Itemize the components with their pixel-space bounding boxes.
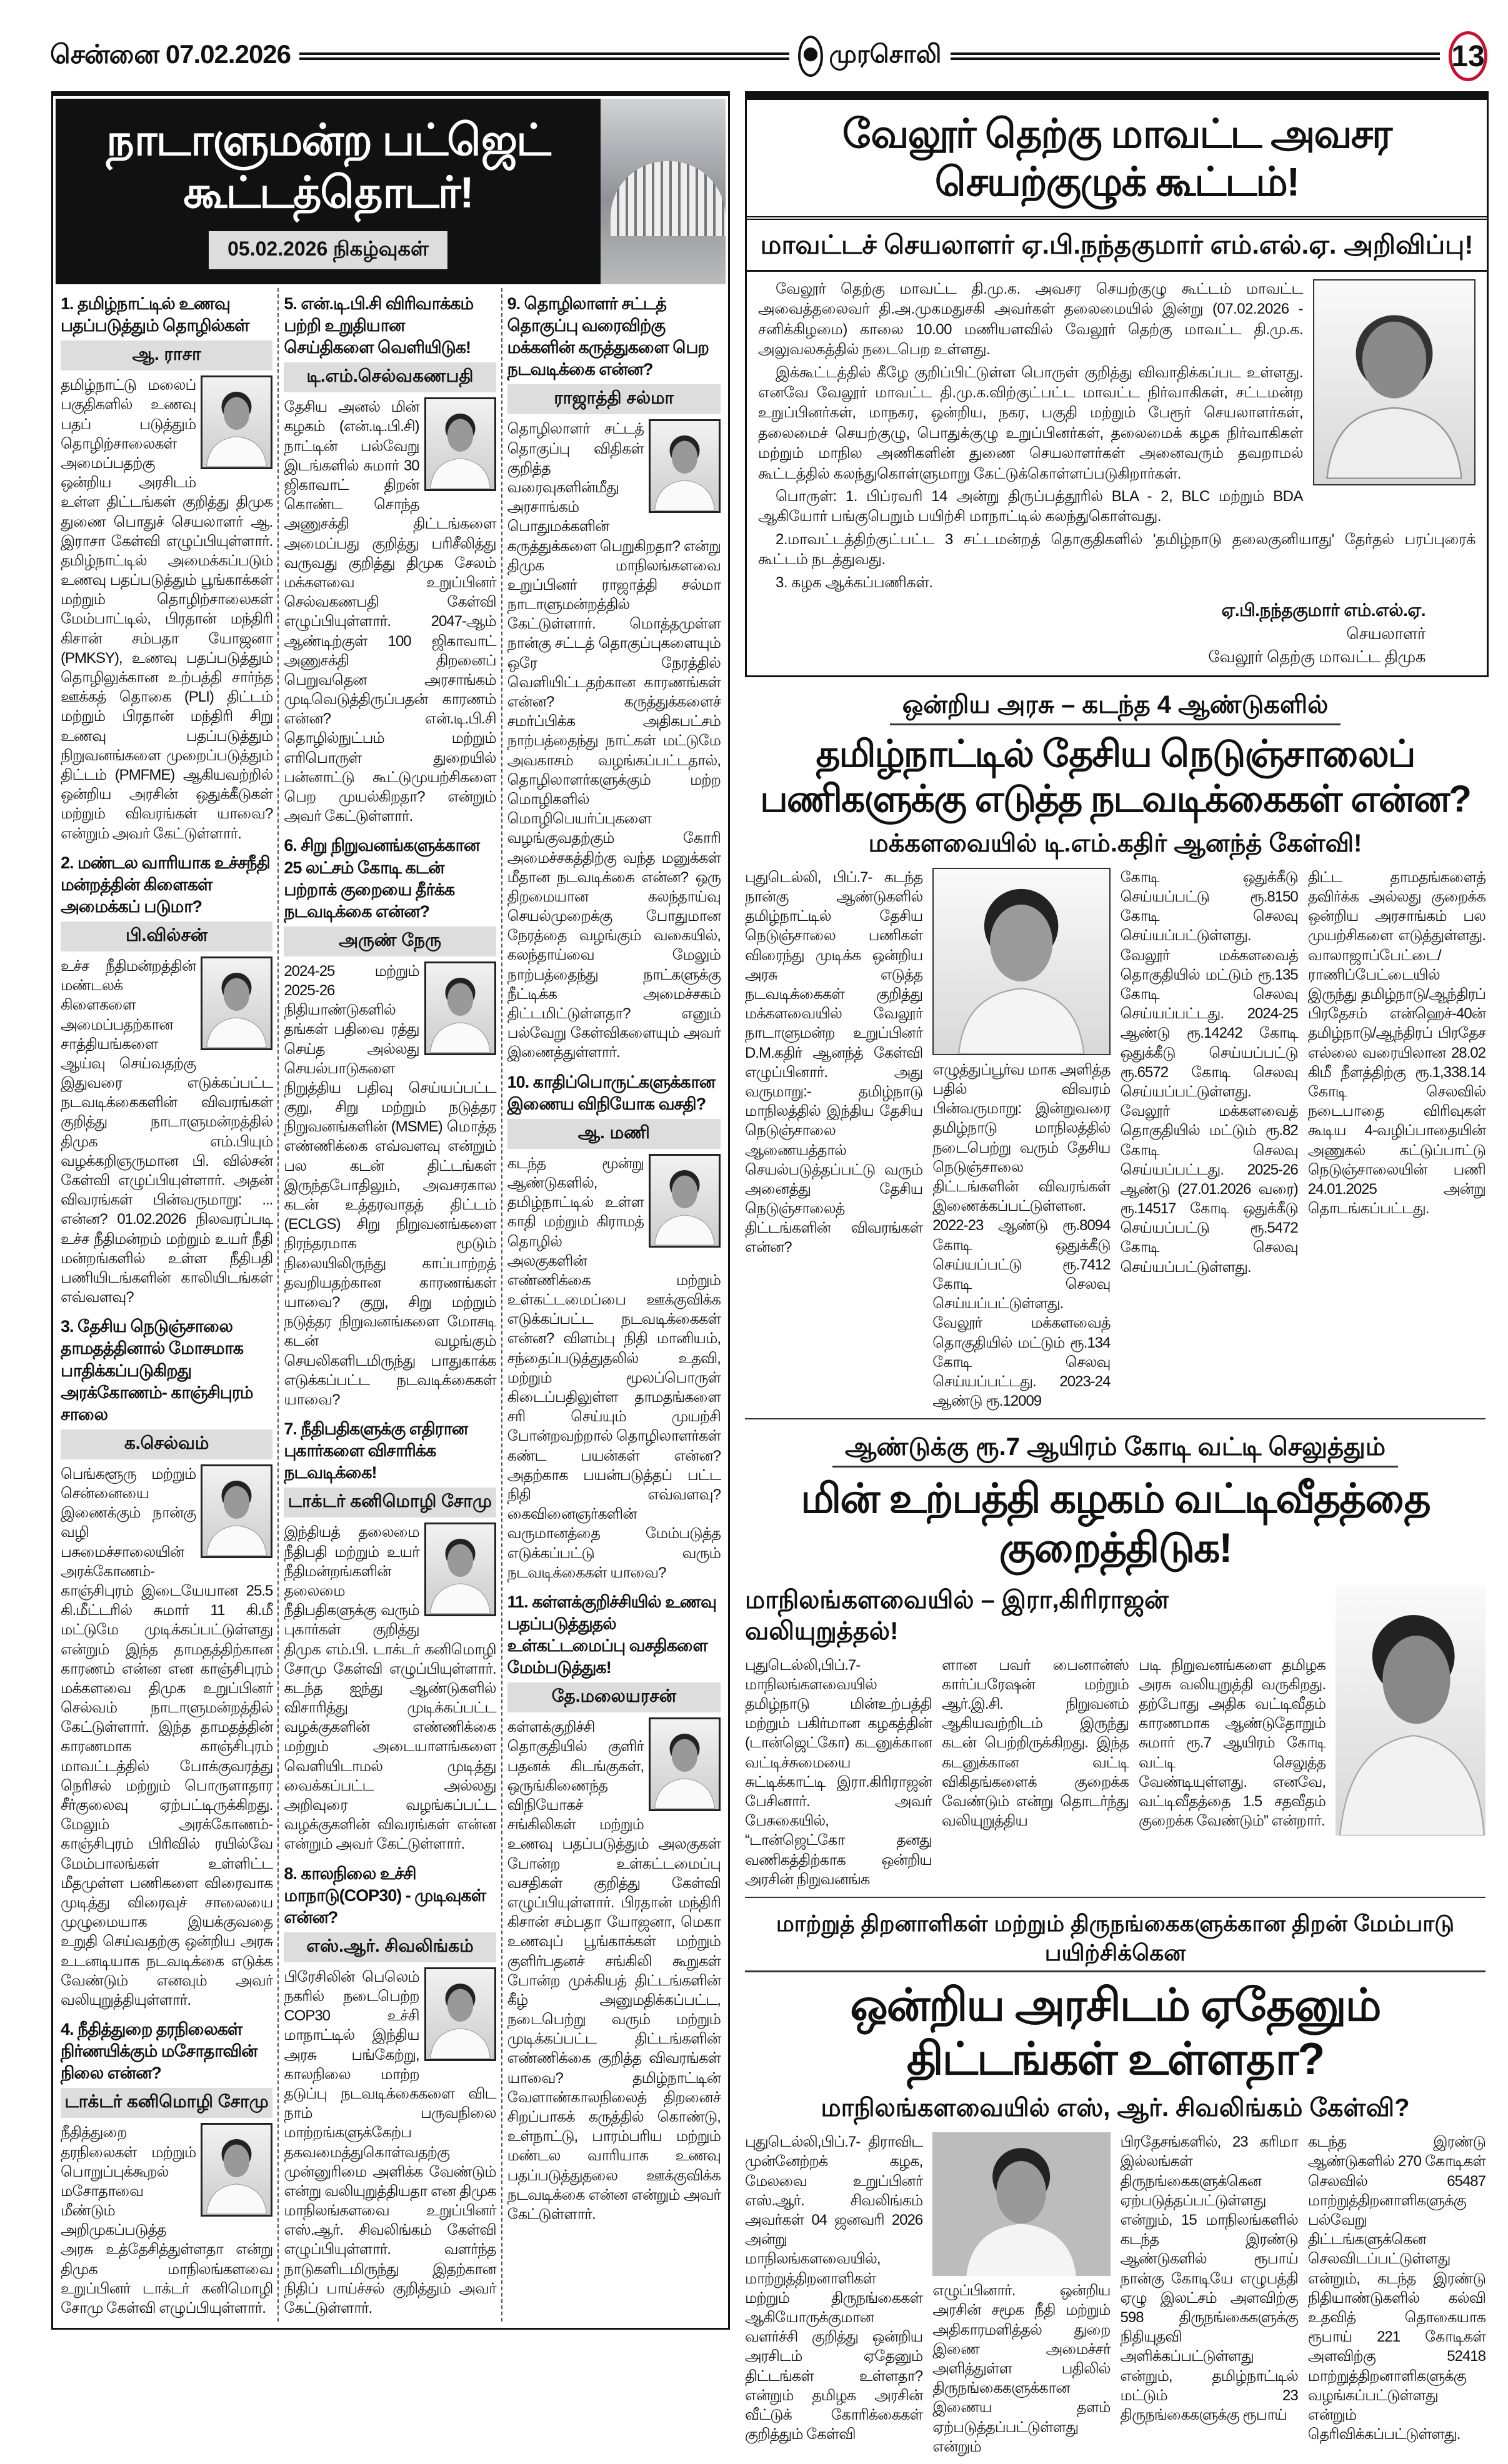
question-item xyxy=(61,1316,272,2014)
member-name: க.செல்வம் xyxy=(61,1429,272,1459)
question-heading: 6. சிறு நிறுவனங்களுக்கான 25 லட்சம் கோடி கடன் பற்றாக் குறையை தீர்க்க நடவடிக்கை என்ன? xyxy=(284,836,480,921)
body-column: திட்ட தாமதங்களைத் தவிர்க்க அல்லது குறைக்க ஒன்றிய அரசாங்கம் பல முயற்சிகளை எடுத்துள்ளது. வாலாஜாப்பேட்டை/ ராணிப்பேட்டையில் இருந்து தமிழ்நாடு/ஆந்திரப் பிரதேசம் என்ஹெச்-40ன் தமிழ்நாடு/ஆந்திரப் பிரதேச எல்லை வரையிலான 28.02 கிமீ நீளத்திற்கு ரூ.1,338.14 கோடி செலவில் நடைபாதை விரிவுகள் கூடிய 4-வழிப்பாதையின் அணுகல் கட்டுப்பாட்டு நெடுஞ்சாலையின் பணி 24.01.2025 அன்று தொடங்கப்பட்டது. xyxy=(1307,868,1486,1218)
question-item xyxy=(507,293,721,1066)
disability-training-story xyxy=(745,1909,1486,2464)
signature-name: ஏ.பி.நந்தகுமார் எம்.எல்.ஏ. xyxy=(1221,600,1426,620)
question-heading: 5. என்.டி.பி.சி விரிவாக்கம் பற்றி உறுதியான செய்திகளை வெளியிடுக! xyxy=(284,294,474,357)
member-name: பி.வில்சன் xyxy=(61,922,272,951)
question-body: கள்ளக்குறிச்சி தொகுதியில் குளிர் பதனக் கிடங்குகள், ஒருங்கிணைந்த விநியோகச் சங்கிலிகள் மற்றும் உணவு பதப்படுத்தும் அலகுகள் போன்ற உள்கட்டமைப்பு வசதிகள் குறித்து கேள்வி எழுப்பியுள்ளார். பிரதான் மந்திரி கிசான் சம்பதா யோஜனா, மெகா உணவுப் பூங்காக்கள் மற்றும் குளிர்பதனச் சங்கிலி கூறுகள் போன்ற முக்கியத் திட்டங்களின் கீழ் அனுமதிக்கப்பட்ட, நடைபெற்று வரும் மற்றும் முடிக்கப்பட்ட திட்டங்களின் எண்ணிக்கை குறித்த விவரங்கள் யாவை? தமிழ்நாட்டின் வேளாண்காலநிலைத் திறனைச் சிறப்பாகக் கருத்தில் கொண்டு, உள்நாட்டு, பாரம்பரிய மற்றும் மண்டல வாரியாக உணவு பதப்படுத்துதலை ஊக்குவிக்க நடவடிக்கை என்ன என்றும் அவர் கேட்டுள்ளார். xyxy=(507,1719,721,2223)
notice-body xyxy=(747,272,1487,675)
section-title: நாடாளுமன்ற பட்ஜெட் கூட்டத்தொடர்! xyxy=(106,116,550,217)
body-text: எழுப்பினார். ஒன்றிய அரசின் சமூக நீதி மற்றும் அதிகாரமளித்தல் துறை இணை அமைச்சர் அளித்துள்ள பதிலில் திருநங்கைகளுக்கான இணைய தளம் ஏற்படுத்தப்பட்டுள்ளது என்றும் xyxy=(932,2282,1111,2455)
story-body-wrap xyxy=(745,1579,1486,1889)
story-kicker xyxy=(745,1431,1486,1468)
question-item xyxy=(61,293,272,847)
member-photo xyxy=(424,397,496,491)
power-story xyxy=(745,1431,1486,1898)
notice-subtitle: மாவட்டச் செயலாளர் ஏ.பி.நந்தகுமார் எம்.எல்.ஏ. அறிவிப்பு! xyxy=(747,220,1487,272)
question-item xyxy=(284,1418,496,1857)
member-name: தே.மலையரசன் xyxy=(507,1682,721,1712)
member-photo xyxy=(201,956,272,1050)
highway-story xyxy=(745,688,1486,1419)
question-body: தேசிய அனல் மின் கழகம் (என்.டி.பி.சி) நாட்டின் பல்வேறு இடங்களில் சுமார் 30 ஜிகாவாட் திறன் கொண்ட சொந்த அணுசக்தி திட்டங்களை அமைப்பது குறித்து பரிசீலித்து வருவது குறித்து திமுக சேலம் மக்களவை உறுப்பினர் செல்வகணபதி கேள்வி எழுப்பியுள்ளார். 2047-ஆம் ஆண்டிற்குள் 100 ஜிகாவாட் அணுசக்தி திறனைப் பெறுவதென அரசாங்கம் முடிவெடுத்திருப்பதன் காரணம் என்ன? என்.டி.பி.சி தொழில்நுட்பம் மற்றும் எரிபொருள் துறையில் பன்னாட்டு கூட்டுமுயற்சிகளை பெற முயல்கிறதா? என்றும் அவர் கேட்டுள்ளார். xyxy=(284,399,496,825)
story-headline: ஒன்றிய அரசிடம் ஏதேனும் திட்டங்கள் உள்ளதா? xyxy=(850,1980,1381,2084)
notice-box xyxy=(745,91,1489,677)
member-photo xyxy=(424,961,496,1055)
body-column: ளான பவர் பைனான்ஸ் கார்ப்பரேஷன் மற்றும் ஆர்.இ.சி. நிறுவனம் ஆகியவற்றிடம் இருந்து கடன் பெற்றிருக்கிறது. இந்த கடனுக்கான வட்டி விகிதங்களைக் குறைக்க வேண்டும் என்று தொடர்ந்து வலியுறுத்திய xyxy=(942,1656,1129,1830)
member-name: ராஜாத்தி சல்மா xyxy=(507,384,721,414)
body-column: படி நிறுவனங்களை தமிழக அரசு வலியுறுத்தி வருகிறது. தற்போது அதிக வட்டிவீதம் காரணமாக ஆண்டுதோறும் சுமார் ரூ.7 ஆயிரம் கோடி வட்டி செலுத்த வேண்டியுள்ளது. எனவே, வட்டிவீதத்தை 1.5 சதவீதம் குறைக்க வேண்டும்” என்றார். xyxy=(1139,1656,1326,1830)
body-text: எழுத்துப்பூர்வ மாக அளித்த பதில் விவரம் பின்வருமாறு: இன்றுவரை தமிழ்நாடு மாநிலத்தில் நடைபெற்று வரும் தேசிய நெடுஞ்சாலை திட்டங்களின் விவரங்கள் இணைக்கப்பட்டுள்ளன. 2022-23 ஆண்டு ரூ.8094 கோடி ஒதுக்கீடு செய்யப்பட்டு ரூ.7412 கோடி செலவு செய்யப்பட்டுள்ளது. வேலூர் மக்களவைத் தொகுதியில் மட்டும் ரூ.134 கோடி செலவு செய்யப்பட்டது. 2023-24 ஆண்டு ரூ.12009 xyxy=(932,1061,1111,1410)
body-column xyxy=(932,2132,1110,2457)
member-name: ஆ. மணி xyxy=(507,1119,721,1149)
date-line: சென்னை 07.02.2026 xyxy=(50,39,291,69)
kathir-anand-photo xyxy=(932,868,1110,1055)
nandakumar-photo xyxy=(1313,279,1476,485)
question-column xyxy=(502,288,726,2322)
paper-name: முரசொலி xyxy=(829,41,942,68)
question-body: நீதித்துறை தரநிலைகள் மற்றும் பொறுப்புக்கூறல் மசோதாவை மீண்டும் அறிமுகப்படுத்த அரசு உத்தேசித்துள்ளதா என்று திமுக மாநிலங்களவை உறுப்பினர் டாக்டர் கனிமொழி சோமு கேள்வி எழுப்பியுள்ளார். xyxy=(61,2124,273,2317)
question-item xyxy=(284,293,496,830)
member-photo xyxy=(201,2123,272,2217)
giriraajan-photo xyxy=(1336,1586,1486,1836)
question-body: இந்தியத் தலைமை நீதிபதி மற்றும் உயர் நீதிமன்றங்களின் தலைமை நீதிபதிகளுக்கு வரும் புகார்கள் குறித்து திமுக எம்.பி. டாக்டர் கனிமொழி சோமு கேள்வி எழுப்பியுள்ளார். கடந்த ஐந்து ஆண்டுகளில் விசாரித்து முடிக்கப்பட்ட வழக்குகளின் எண்ணிக்கை மற்றும் அடையாளங்களை வெளியிடாமல் முடித்து வைக்கப்பட்ட அல்லது அறிவுரை வழங்கப்பட்ட வழக்குகளின் விவரங்கள் என்ன என்றும் அவர் கேட்டுள்ளார். xyxy=(284,1524,496,1853)
section-banner xyxy=(56,99,726,284)
question-item xyxy=(507,1591,721,2228)
body-column: புதுடெல்லி, பிப்.7- கடந்த நான்கு ஆண்டுகளில் தமிழ்நாட்டில் தேசிய நெடுஞ்சாலை பணிகள் விரைந்து முடிக்க ஒன்றிய அரசு எடுத்த நடவடிக்கைகள் குறித்து மக்களவையில் வேலூர் நாடாளுமன்ற உறுப்பினர் D.M.கதிர் ஆனந்த் கேள்வி எழுப்பினார். அது வருமாறு:- தமிழ்நாடு மாநிலத்தில் இந்திய தேசிய நெடுஞ்சாலை ஆணையத்தால் செயல்படுத்தப்பட்டு வரும் அனைத்து தேசிய நெடுஞ்சாலைத் திட்டங்களின் விவரங்கள் என்ன? xyxy=(745,868,923,1256)
question-item xyxy=(284,835,496,1413)
question-heading: 10. காதிப்பொருட்களுக்கான இணைய விநியோக வசதி? xyxy=(507,1072,715,1113)
question-body: பிரேசிலின் பெலெம் நகரில் நடைபெற்ற COP30 உச்சி மாநாட்டில் இந்திய அரசு பங்கேற்று, காலநிலை மாற்ற தடுப்பு நடவடிக்கைகளை விட நாம் பருவநிலை மாற்றங்களுக்கேற்ப தகவமைத்துகொள்வதற்கு முன்னுரிமை அளிக்க வேண்டும் என்று வலியுறுத்தியதா என திமுக மாநிலங்களவை உறுப்பினர் எஸ்.ஆர். சிவலிங்கம் கேள்வி எழுப்பியுள்ளார். வளர்ந்த நாடுகளிடமிருந்து இதற்கான நிதிப் பாய்ச்சல் குறித்தும் அவர் கேட்டுள்ளார். xyxy=(284,1968,496,2317)
parliament-building-photo xyxy=(601,99,726,284)
story-body xyxy=(745,1656,1326,1889)
body-column: புதுடெல்லி,பிப்.7- மாநிலங்களவையில் தமிழ்நாடு மின்உற்பத்தி மற்றும் பகிர்மான கழகத்தின் (டான்ஜெட்கோ) கடனுக்கான வட்டிச்சுமையை சுட்டிக்காட்டி இரா.கிரிராஜன் பேசினார். அவர் பேசுகையில், “டான்ஜெட்கோ தனது வணிகத்திற்காக ஒன்றிய அரசின் நிறுவனங்க xyxy=(745,1656,932,1888)
question-item xyxy=(507,1071,721,1586)
story-headline: தமிழ்நாட்டில் தேசிய நெடுஞ்சாலைப் பணிகளுக்கு எடுத்த நடவடிக்கைகள் என்ன? xyxy=(760,732,1471,820)
date-label: 05.02.2026 நிகழ்வுகள் xyxy=(209,231,447,269)
member-name: டாக்டர் கனிமொழி சோமு xyxy=(61,2088,272,2118)
member-photo xyxy=(649,1154,721,1248)
notice-paragraph: இக்கூட்டத்தில் கீழே குறிப்பிட்டுள்ள பொருள் குறித்து விவாதிக்கப்பட உள்ளது. எனவே வேலூர் மாவட்ட தி.மு.க.விற்குட்பட்ட மாவட்ட நிர்வாகிகள், சட்டமன்ற உறுப்பினர்கள், மாநகர, ஒன்றிய, நகர, பகுதி மற்றும் பேரூர் செயலாளர்கள், தலைமைச் செயற்குழு, பொதுக்குழு உறுப்பினர்கள், தலைமைக் கழக நிர்வாகிகள் மற்றும் மாநில அணிகளின் துணை செயலாளர்கள் அனைவரும் தவறாமல் கூட்டத்தில் கலந்துகொள்ளுமாறு கேட்டுக்கொள்ளப்படுகிறார்கள். xyxy=(758,364,1303,482)
question-heading: 3. தேசிய நெடுஞ்சாலை தாமதத்தினால் மோசமாக பாதிக்கப்படுகிறது அரக்கோணம்- காஞ்சிபுரம் சாலை xyxy=(61,1317,253,1424)
question-heading: 9. தொழிலாளர் சட்டத் தொகுப்பு வரைவிற்கு மக்களின் கருத்துகளை பெற நடவடிக்கை என்ன? xyxy=(507,294,709,379)
question-body: தொழிலாளர் சட்டத் தொகுப்பு விதிகள் குறித்த வரைவுகளின்மீது அரசாங்கம் பொதுமக்களின் கருத்துக்களை பெறுகிறதா? என்று திமுக மாநிலங்களவை உறுப்பினர் ராஜாத்தி சல்மா நாடாளுமன்றத்தில் கேட்டுள்ளார். மொத்தமுள்ள நான்கு சட்டத் தொகுப்புகளையும் ஒரே நேரத்தில் வெளியிட்டதற்கான காரணங்கள் என்ன? கருத்துக்களைச் சமர்ப்பிக்க அதிகபட்சம் நாற்பத்தைந்து நாட்கள் மட்டுமே அவகாசம் வழங்கப்பட்டதால், தொழிலாளர்களுக்கும் மற்ற மொழிகளில் மொழிபெயர்ப்புகளை வழங்குவதற்கும் கோரி அமைச்சகத்திற்கு வந்த மனுக்கள் மீதான நடவடிக்கை என்ன? ஒரு திறமையான கலந்தாய்வு செயல்முறைக்கு போதுமான நேரத்தை வழங்கும் வகையில், கலந்தாய்வை மேலும் நாற்பத்தைந்து நாட்களுக்கு நீட்டிக்க அமைச்சகம் திட்டமிட்டுள்ளதா? எனும் பல்வேறு கேள்விகளையும் அவர் இணைத்துள்ளார். xyxy=(507,420,721,1061)
rising-sun-emblem-icon xyxy=(798,36,823,77)
right-stories xyxy=(745,91,1489,2464)
kicker-text: ஆண்டுக்கு ரூ.7 ஆயிரம் கோடி வட்டி செலுத்தும் xyxy=(832,1431,1398,1468)
question-column xyxy=(56,288,279,2322)
signature-role: செயலாளர் xyxy=(1346,624,1426,643)
masthead xyxy=(50,31,1487,81)
member-photo xyxy=(649,1717,721,1811)
question-heading: 7. நீதிபதிகளுக்கு எதிரான புகார்களை விசாரிக்க நடவடிக்கை! xyxy=(284,1419,468,1483)
masthead-rule xyxy=(299,52,789,60)
member-name: எஸ்.ஆர். சிவலிங்கம் xyxy=(284,1932,496,1962)
member-name: டாக்டர் கனிமொழி சோமு xyxy=(284,1488,496,1518)
story-body xyxy=(745,2132,1486,2457)
question-item xyxy=(61,2019,272,2322)
member-photo xyxy=(201,375,272,469)
body-column: பிரதேசங்களில், 23 கரிமா இல்லங்கள் திருநங்கைகளுக்கென ஏற்படுத்தப்பட்டுள்ளது என்றும், 15 மாநிலங்களில் கடந்த இரண்டு ஆண்டுகளில் ரூபாய் நான்கு கோடியே எழுபத்தி ஏழு இலட்சம் அளவிற்கு 598 திருநங்கைகளுக்கு நிதியுதவி அளிக்கப்பட்டுள்ளது என்றும், தமிழ்நாட்டில் மட்டும் 23 திருநங்கைகளுக்கு ரூபாய் xyxy=(1120,2134,1298,2423)
parliament-session-section xyxy=(51,91,730,2330)
question-body: பெங்களூரு மற்றும் சென்னையை இணைக்கும் நான்கு வழி பசுமைச்சாலையின் அரக்கோணம்-காஞ்சிபுரம் இடையேயான 25.5 கி.மீட்டரில் சுமார் 11 கி.மீ மட்டுமே முடிக்கப்பட்டுள்ளது என்றும் இந்த தாமதத்திற்கான காரணம் என்ன என காஞ்சிபுரம் மக்களவை திமுக உறுப்பினர் செல்வம் நாடாளுமன்றத்தில் கேட்டுள்ளார். இந்த தாமதத்தின் காரணமாக காஞ்சிபுரம் மாவட்டத்தில் போக்குவரத்து நெரிசல் மற்றும் பொருளாதார சீர்குலைவு ஏற்பட்டிருக்கிறது. மேலும் அரக்கோணம்-காஞ்சிபுரம் பிரிவில் ரயில்வே மேம்பாலங்கள் உள்ளிட்ட மீதமுள்ள பணிகளை விரைவாக முடித்து விரைவுச் சாலையை முழுமையாக இயக்குவதை உறுதி செய்வதற்கு ஒன்றிய அரசு உடனடியாக நடவடிக்கை எடுக்க வேண்டும் எனவும் அவர் வலியுறுத்தியுள்ளார். xyxy=(61,1465,273,2009)
question-body: கடந்த மூன்று ஆண்டுகளில், தமிழ்நாட்டில் உள்ள காதி மற்றும் கிராமத் தொழில் அலகுகளின் எண்ணிக்கை மற்றும் உள்கட்டமைப்பை ஊக்குவிக்க எடுக்கப்பட்ட நடவடிக்கைகள் என்ன? விளம்பு நிதி மானியம், சந்தைப்படுத்துதலில் உதவி, மற்றும் மூலப்பொருள் கிடைப்பதிலுள்ள தாமதங்களை சரி செய்யும் முயற்சி போன்றவற்றால் தொழிலாளர்கள் கண்ட பயன்கள் என்ன? அதற்காக பயன்படுத்தப் பட்ட நிதி எவ்வளவு? கைவினைஞர்களின் வருமானத்தை மேம்படுத்த எடுக்கப்பட்டு வரும் நடவடிக்கைகள் யாவை? xyxy=(507,1155,721,1581)
kicker-text: ஒன்றிய அரசு – கடந்த 4 ஆண்டுகளில் xyxy=(890,688,1341,725)
question-body: உச்ச நீதிமன்றத்தின் மண்டலக் கிளைகளை அமைப்பதற்கான சாத்தியங்களை ஆய்வு செய்வதற்கு இதுவரை எடுக்கப்பட்ட நடவடிக்கைகளின் விவரங்கள் குறித்து நாடாளுமன்றத்தில் திமுக எம்.பியும் வழக்கறிஞருமான பி. வில்சன் கேள்வி எழுப்பியுள்ளார். அதன் விவரங்கள் பின்வருமாறு: ... என்ன? 01.02.2026 நிலவரப்படி உச்ச நீதிமன்றம் மற்றும் உயர் நீதி மன்றங்களில் உள்ள நீதிபதி பணியிடங்களின் காலியிடங்கள் எவ்வளவு? xyxy=(61,957,273,1306)
notice-paragraph: 2.மாவட்டத்திற்குட்பட்ட 3 சட்டமன்றத் தொகுதிகளில் 'தமிழ்நாடு தலைகுனியாது' தேர்தல் பரப்புரைக் கூட்டம் நடத்துவது. xyxy=(758,530,1476,569)
question-body: 2024-25 மற்றும் 2025-26 நிதியாண்டுகளில் தங்கள் பதிவை ரத்து செய்த அல்லது செயல்பாடுகளை நிறுத்திய பதிவு செய்யப்பட்ட குறு, சிறு மற்றும் நடுத்தர நிறுவனங்களின் (MSME) மொத்த எண்ணிக்கை எவ்வளவு என்றும் பல கடன் திட்டங்கள் இருந்தபோதிலும், அவசரகால கடன் உத்தரவாதத் திட்டம் (ECLGS) சிறு நிறுவனங்களை நிரந்தரமாக மூடும் நிலையிலிருந்து காப்பாற்றத் தவறியதற்கான காரணங்கள் யாவை? குறு, சிறு மற்றும் நடுத்தர நிறுவனங்களை மோசடி கடன் வழங்கும் செயலிகளிடமிருந்து பாதுகாக்க எடுக்கப்பட்ட நடவடிக்கைகள் யாவை? xyxy=(284,962,496,1408)
story-subhead: மாநிலங்களவையில் – இரா,கிரிராஜன் வலியுறுத்தல்! xyxy=(745,1586,1169,1645)
question-body: தமிழ்நாட்டு மலைப் பகுதிகளில் உணவு பதப் படுத்தும் தொழிற்சாலைகள் அமைப்பதற்கு ஒன்றிய அரசிடம் உள்ள திட்டங்கள் குறித்து திமுக துணை பொதுச் செயலாளர் ஆ. இராசா கேள்வி எழுப்பியுள்ளார். தமிழ்நாட்டில் அமைக்கப்படும் உணவு பதப்படுத்தும் பூங்காக்கள் மற்றும் தொழிற்சாலைகள் மேம்பாட்டில், பிரதான் மந்திரி கிசான் சம்பதா யோஜனா (PMKSY), உணவு பதப்படுத்தும் தொழிலுக்கான உற்பத்தி சார்ந்த ஊக்கத் தொகை (PLI) திட்டம் மற்றும் பிரதான் மந்திரி சிறு உணவு பதப்படுத்தும் நிறுவனங்களை முறைப்படுத்தும் திட்டம் (PMFME) ஆகியவற்றில் ஒன்றிய அரசின் ஒதுக்கீடுகள் மற்றும் விவரங்கள் யாவை? என்றும் அவர் கேட்டுள்ளார். xyxy=(61,377,273,842)
member-photo xyxy=(201,1464,272,1558)
member-photo xyxy=(649,419,721,513)
notice-paragraph: 3. கழக ஆக்கப்பணிகள். xyxy=(776,574,933,591)
page-number: 13 xyxy=(1449,31,1487,81)
question-heading: 2. மண்டல வாரியாக உச்சநீதி மன்றத்தின் கிளைகள் அமைக்கப் படுமா? xyxy=(61,853,270,916)
body-column: புதுடெல்லி,பிப்.7- திராவிட முன்னேற்றக் கழக, மேலவை உறுப்பினர் எஸ்.ஆர். சிவலிங்கம் அவர்கள் 04 ஜனவரி 2026 அன்று மாநிலங்களவையில், மாற்றுத்திறனாளிகள் மற்றும் திருநங்கைகள் ஆகியோருக்குமான வளர்ச்சி குறித்து ஒன்றிய அரசிடம் ஏதேனும் திட்டங்கள் உள்ளதா? என்றும் தமிழக அரசின் வீட்டுக் கோரிக்கைகள் குறித்தும் கேள்வி xyxy=(745,2134,923,2443)
member-name: ஆ. ராசா xyxy=(61,340,272,370)
member-name: அருண் நேரு xyxy=(284,926,496,956)
question-heading: 8. காலநிலை உச்சி மாநாடு(COP30) - முடிவுகள் என்ன? xyxy=(284,1864,486,1927)
signature-block xyxy=(758,598,1476,668)
signature-org: வேலூர் தெற்கு மாவட்ட திமுக xyxy=(1208,647,1426,666)
body-column: கடந்த இரண்டு ஆண்டுகளில் 270 கோடிகள் செலவில் 65487 மாற்றுத்திறனாளிகளுக்கு பல்வேறு திட்டங்களுக்கென செலவிடப்பட்டுள்ளது என்றும், கடந்த இரண்டு நிதியாண்டுகளில் கல்வி உதவித் தொகையாக ரூபாய் 221 கோடிகள் அளவிற்கு 52418 மாற்றுத்திறனாளிகளுக்கு வழங்கப்பட்டுள்ளது என்றும் தெரிவிக்கப்பட்டுள்ளது. xyxy=(1307,2134,1486,2443)
kicker-text: மாற்றுத் திறனாளிகள் மற்றும் திருநங்கைகளுக்கான திறன் மேம்பாடு பயிற்சிக்கென xyxy=(745,1909,1486,1972)
notice-paragraph: பொருள்: 1. பிப்ரவரி 14 அன்று திருப்பத்தூரில் BLA - 2, BLC மற்றும் BDA ஆகியோர் பங்குபெறும் பயிற்சி மாநாட்டில் கலந்துகொள்வது. xyxy=(758,488,1303,525)
body-column xyxy=(932,868,1110,1411)
story-kicker xyxy=(745,1909,1486,1972)
story-body xyxy=(745,868,1486,1411)
story-headline: மின் உற்பத்தி கழகம் வட்டிவீதத்தை குறைத்திடுக! xyxy=(801,1475,1430,1571)
member-photo xyxy=(424,1523,496,1616)
notice-paragraph: வேலூர் தெற்கு மாவட்ட தி.மு.க. அவசர செயற்குழு கூட்டம் மாவட்ட அவைத்தலைவர் தி.அ.முகமதுசகி அவர்கள் தலைமையில் இன்று (07.02.2026 - சனிக்கிழமை) காலை 10.00 மணியளவில் வேலூர் தெற்கு மாவட்ட தி.மு.க. அலுவலகத்தில் நடைபெற உள்ளது. xyxy=(758,281,1303,359)
body-column: கோடி ஒதுக்கீடு செய்யப்பட்டு ரூ.8150 கோடி செலவு செய்யப்பட்டுள்ளது. வேலூர் மக்களவைத் தொகுதியில் மட்டும் ரூ.135 கோடி செலவு செய்யப்பட்டது. 2024-25 ஆண்டு ரூ.14242 கோடி ஒதுக்கீடு செய்யப்பட்டு ரூ.6572 கோடி செலவு செய்யப்பட்டுள்ளது. வேலூர் மக்களவைத் தொகுதியில் மட்டும் ரூ.82 கோடி செலவு செய்யப்பட்டது. 2025-26 ஆண்டு (27.01.2026 வரை) ரூ.14517 கோடி ஒதுக்கீடு செய்யப்பட்டு ரூ.5472 கோடி செலவு செய்யப்பட்டுள்ளது. xyxy=(1120,868,1298,1276)
question-item xyxy=(61,852,272,1311)
member-name: டி.எம்.செல்வகணபதி xyxy=(284,362,496,392)
question-heading: 1. தமிழ்நாட்டில் உணவு பதப்படுத்தும் தொழில்கள் xyxy=(61,294,249,335)
member-photo xyxy=(424,1967,496,2061)
question-item xyxy=(284,1863,496,2322)
question-columns xyxy=(56,288,726,2322)
banner-text xyxy=(56,99,601,284)
question-column xyxy=(279,288,502,2322)
paper-logo xyxy=(798,36,942,77)
question-heading: 4. நீதித்துறை தரநிலைகள் நிர்ணயிக்கும் மசோதாவின் நிலை என்ன? xyxy=(61,2020,257,2083)
story-subhead: மாநிலங்களவையில் எஸ், ஆர். சிவலிங்கம் கேள்வி? xyxy=(821,2094,1410,2122)
masthead-rule xyxy=(951,52,1440,60)
notice-title: வேலூர் தெற்கு மாவட்ட அவசர செயற்குழுக் கூட்டம்! xyxy=(747,100,1487,220)
story-kicker xyxy=(745,688,1486,725)
story-subhead: மக்களவையில் டி.எம்.கதிர் ஆனந்த் கேள்வி! xyxy=(868,829,1362,857)
sivalingam-photo xyxy=(932,2132,1110,2276)
question-heading: 11. கள்ளக்குறிச்சியில் உணவு பதப்படுத்துதல் உள்கட்டமைப்பு வசதிகளை மேம்படுத்துக! xyxy=(507,1592,716,1677)
